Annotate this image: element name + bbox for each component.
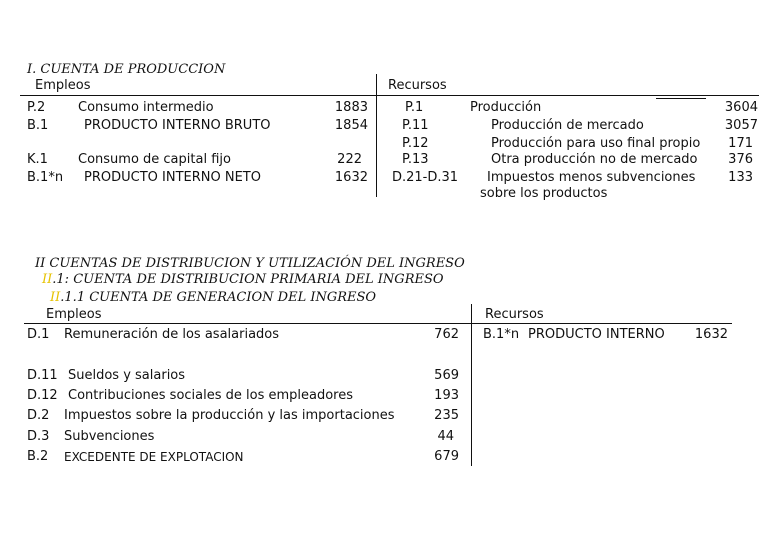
- section2-recursos-header: Recursos: [485, 307, 544, 322]
- s2-empleo-code: D.1: [27, 327, 50, 342]
- s1-empleo-value: 1854: [334, 118, 368, 133]
- section2-empleos-header: Empleos: [46, 307, 102, 322]
- section2-subtitle-2: [50, 290, 376, 306]
- s1-recurso-value: 376: [728, 152, 753, 167]
- s1-recurso-label: Producción: [470, 100, 542, 115]
- s2-empleo-code: D.12: [27, 388, 58, 403]
- s1-empleo-code: P.2: [27, 100, 46, 115]
- s2-empleo-code: D.3: [27, 429, 50, 444]
- s1-empleo-label: PRODUCTO INTERNO BRUTO: [84, 118, 271, 133]
- s2-recurso-value: 1632: [694, 327, 728, 342]
- s2-empleo-value: 679: [434, 449, 459, 464]
- section1-empleos-header: Empleos: [35, 78, 91, 93]
- section2-subtitle-1-prefix: II: [42, 272, 53, 287]
- s1-empleo-value: 1883: [334, 100, 368, 115]
- section2-title: II CUENTAS DE DISTRIBUCION Y UTILIZACIÓN DEL INGRESO: [35, 256, 465, 271]
- s1-empleo-label: PRODUCTO INTERNO NETO: [84, 170, 261, 185]
- s1-recurso-code: P.12: [402, 136, 429, 151]
- section2-top-rule: [24, 323, 732, 324]
- s2-empleo-code: B.2: [27, 449, 49, 464]
- s1-empleo-label: Consumo de capital fijo: [78, 152, 231, 167]
- section1-divider: [376, 74, 377, 197]
- s1-recurso-label: Otra producción no de mercado: [491, 152, 698, 167]
- section2-divider: [471, 304, 472, 466]
- s1-empleo-code: B.1*n: [27, 170, 64, 185]
- s2-recurso-label: PRODUCTO INTERNO: [528, 327, 665, 342]
- s1-empleo-code: K.1: [27, 152, 48, 167]
- s1-recurso-code: P.11: [402, 118, 429, 133]
- section1-recursos-header: Recursos: [388, 78, 447, 93]
- s2-empleo-code: D.11: [27, 368, 58, 383]
- section2-subtitle-2-text: .1.1 CUENTA DE GENERACION DEL INGRESO: [60, 290, 377, 305]
- s1-empleo-code: B.1: [27, 118, 49, 133]
- s2-empleo-code: D.2: [27, 408, 50, 423]
- s2-empleo-value: 762: [434, 327, 459, 342]
- section1-small-rule: [656, 98, 706, 99]
- s1-recurso-value: 133: [728, 170, 753, 185]
- s1-recurso-label: Producción de mercado: [491, 118, 644, 133]
- section2-subtitle-1-text: .1: CUENTA DE DISTRIBUCION PRIMARIA DEL INGRESO: [52, 272, 444, 287]
- s1-recurso-code: D.21-D.31: [392, 170, 459, 185]
- s2-empleo-value: 235: [434, 408, 459, 423]
- s2-empleo-label: Subvenciones: [64, 429, 155, 444]
- s2-empleo-value: 193: [434, 388, 459, 403]
- s2-empleo-label: Impuestos sobre la producción y las importaciones: [64, 408, 395, 423]
- s1-recurso-value: 3604: [724, 100, 758, 115]
- s1-recurso-code: P.13: [402, 152, 429, 167]
- s1-empleo-label: Consumo intermedio: [78, 100, 214, 115]
- s2-empleo-label: Remuneración de los asalariados: [64, 327, 280, 342]
- s1-recurso-code: P.1: [405, 100, 424, 115]
- s1-recurso-label: Producción para uso final propio: [491, 136, 701, 151]
- section1-title: I. CUENTA DE PRODUCCION: [27, 62, 226, 77]
- s1-empleo-value: 1632: [334, 170, 368, 185]
- section2-subtitle-2-prefix: II: [50, 290, 61, 305]
- s2-empleo-label: EXCEDENTE DE EXPLOTACION: [64, 450, 244, 464]
- s2-empleo-value: 44: [437, 429, 454, 444]
- section1-top-rule: [20, 95, 759, 96]
- s2-recurso-code: B.1*n: [483, 327, 520, 342]
- s2-empleo-label: Sueldos y salarios: [68, 368, 186, 383]
- s1-recurso-label: Impuestos menos subvenciones: [487, 170, 696, 185]
- s2-empleo-value: 569: [434, 368, 459, 383]
- section2-subtitle-1: [42, 272, 444, 288]
- s1-recurso-value: 3057: [724, 118, 758, 133]
- s2-empleo-label: Contribuciones sociales de los empleadores: [68, 388, 354, 403]
- s1-recurso-value: 171: [728, 136, 753, 151]
- s1-empleo-value: 222: [337, 152, 362, 167]
- s1-recurso-label-cont: sobre los productos: [480, 186, 608, 201]
